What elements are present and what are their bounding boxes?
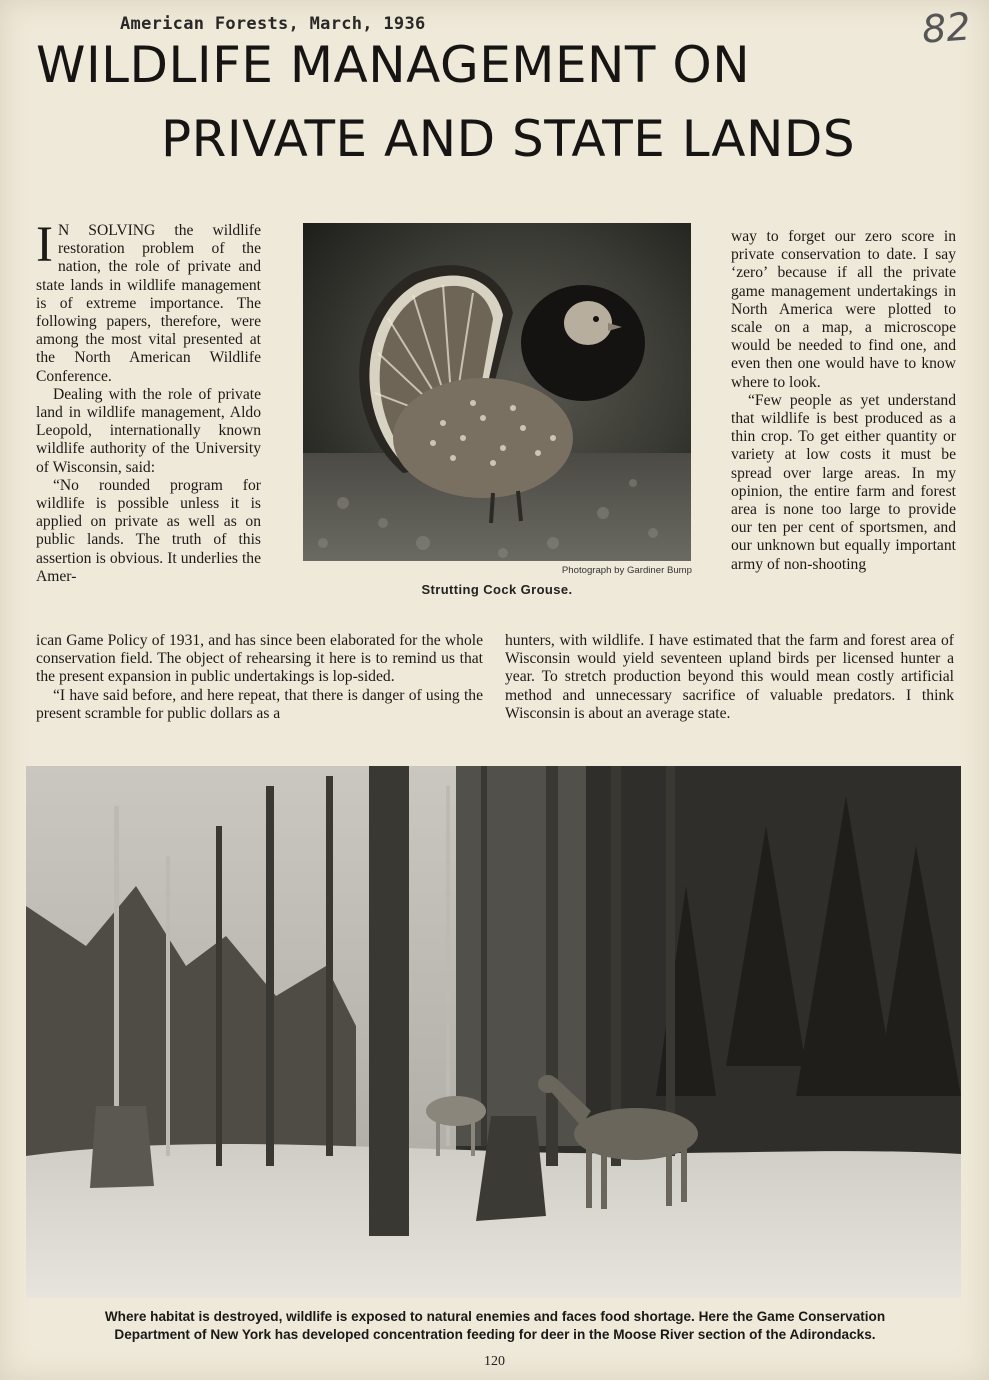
grouse-photo <box>303 223 691 561</box>
wide-right-column <box>505 632 954 723</box>
wide-left-column <box>36 632 483 723</box>
article-title-line-1: WILDLIFE MANAGEMENT ON <box>36 36 751 94</box>
left-column <box>36 217 261 586</box>
paragraph-wisconsin: hunters, with wildlife. I have estimated that the farm and forest area of Wisconsin would yield seventeen upland birds per licensed hunter a year. To stretch production beyond this would mean costly artificial method and unnecessary sacrifice of valuable predators. I think Wisconsin is about an average state. <box>505 632 954 722</box>
grouse-caption: Strutting Cock Grouse. <box>421 582 573 597</box>
photo-credit: Photograph by Gardiner Bump <box>561 565 692 576</box>
drop-cap: I <box>36 217 53 273</box>
handwritten-page-number: 82 <box>920 4 972 52</box>
forest-caption: Where habitat is destroyed, wildlife is exposed to natural enemies and faces food shortage. Here the Game Conservation Department of New York has developed concentration feeding for deer in the Moose River section of the Adirondacks. <box>104 1309 886 1342</box>
intro-paragraph: I N SOLVING the wildlife restoration problem of the nation, the role of private and state lands in wildlife management is of extreme importance. The following papers, therefore, were among the most vital presented at the North American Wildlife Conference. <box>36 217 261 385</box>
paragraph-quote-continued: ican Game Policy of 1931, and has since been elaborated for the whole conservation field. The object of rehearsing it here is to remind us that the present expansion in public undertakings is lop-sided. <box>36 632 483 686</box>
paragraph-thin-crop: “Few people as yet understand that wildlife is best produced as a thin crop. To get either quantity or variety at low costs it must be spread over large areas. In my opinion, the entire farm and forest area is none too large to provide our ten per cent of sportsmen, and our unknown but equally important army of non-shooting <box>731 391 956 573</box>
grouse-illustration <box>303 223 691 561</box>
paragraph-leopold: Dealing with the role of private land in wildlife management, Aldo Leopold, internationally known wildlife authority of the University of Wisconsin, said: <box>36 385 261 476</box>
paragraph-quote-start: “No rounded program for wildlife is possible unless it is applied on private as well as on public lands. The truth of this assertion is obvious. It underlies the Amer- <box>36 476 261 585</box>
deer-forest-photo <box>26 766 961 1298</box>
paragraph-zero-score: way to forget our zero score in private conservation to date. I say ‘zero’ because if all the private game management undertakings in North America were plotted to scale on a map, a microscope would be needed to find one, and even then one would have to know where to look. <box>731 228 956 391</box>
publication-stamp: American Forests, March, 1936 <box>120 14 426 34</box>
right-column <box>731 228 956 574</box>
page-number: 120 <box>484 1354 505 1369</box>
paragraph-public-dollars: “I have said before, and here repeat, that there is danger of using the present scramble for public dollars as a <box>36 686 483 722</box>
article-title-line-2: PRIVATE AND STATE LANDS <box>161 110 856 168</box>
forest-illustration <box>26 766 961 1298</box>
